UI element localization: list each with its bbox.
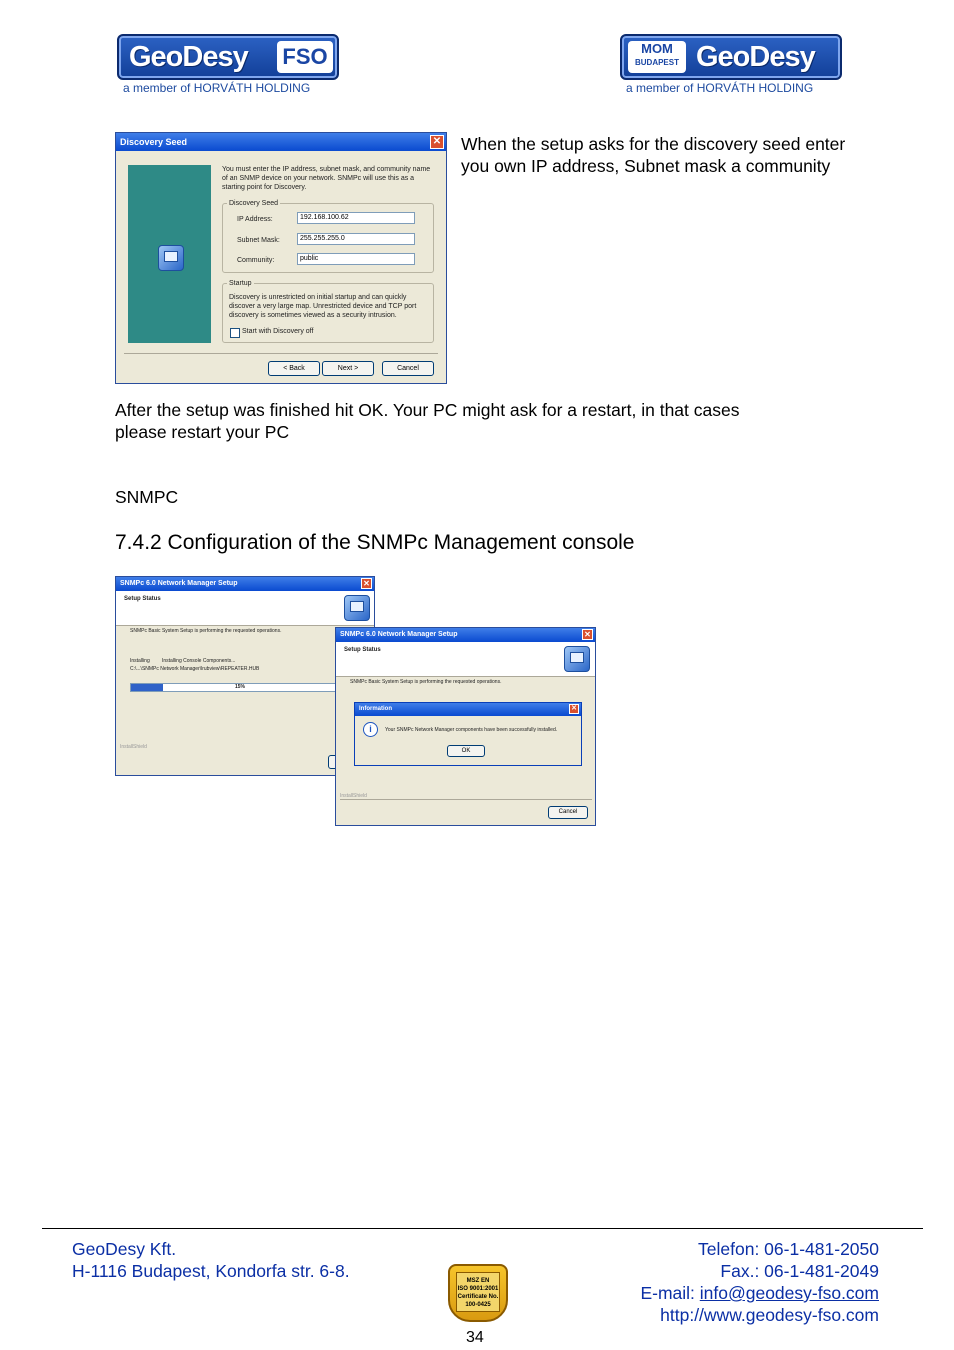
logo-frame — [620, 34, 842, 80]
cert-line: Certificate No. — [457, 1294, 499, 1300]
setup-status-dialog-front — [335, 627, 596, 826]
footer-rule — [42, 1228, 923, 1229]
footer-company: GeoDesy Kft. — [72, 1239, 177, 1259]
footer-website[interactable]: http://www.geodesy-fso.com — [660, 1305, 879, 1325]
info-titlebar: Information — [355, 703, 581, 716]
logo-word: GeoDesy — [696, 41, 815, 73]
installing-label: Installing — [130, 658, 150, 664]
progress-percent: 15% — [235, 684, 246, 690]
email-label: E-mail: — [640, 1283, 700, 1303]
mom-chip-top: MOM — [641, 41, 673, 56]
dialog-titlebar: SNMPc 6.0 Network Manager Setup — [336, 628, 595, 642]
dialog-header — [336, 642, 595, 677]
snmpc-label: SNMPC — [115, 487, 179, 507]
info-icon: i — [363, 722, 378, 737]
discovery-off-checkbox[interactable] — [230, 328, 240, 338]
dialog-titlebar: Discovery Seed — [116, 133, 446, 151]
setup-icon — [344, 595, 370, 621]
info-text: Your SNMPc Network Manager components have been successfully installed. — [385, 727, 558, 733]
setup-status-label: Setup Status — [344, 647, 381, 653]
installshield-label: InstallShield — [340, 793, 367, 799]
installshield-label: InstallShield — [120, 744, 147, 750]
divider — [124, 353, 438, 354]
ip-address-input[interactable]: 192.168.100.62 — [297, 212, 415, 224]
cert-text — [456, 1272, 500, 1312]
logo-frame — [117, 34, 339, 80]
group-label: Discovery Seed — [229, 200, 279, 207]
logo-chip: FSO — [277, 41, 333, 73]
checkbox-label: Start with Discovery off — [242, 328, 314, 335]
section-heading: 7.4.2 Configuration of the SNMPc Management console — [115, 531, 635, 554]
dialog-intro: You must enter the IP address, subnet mask, and community name of an SNMP device on your network. SNMPc will use this as a starting point for Discovery. — [222, 166, 431, 191]
discovery-seed-group — [222, 200, 434, 273]
startup-group — [222, 280, 434, 343]
mask-label: Subnet Mask: — [237, 237, 280, 244]
close-icon[interactable]: ✕ — [582, 629, 593, 640]
cancel-button[interactable]: Cancel — [382, 361, 434, 376]
performing-text: SNMPc Basic System Setup is performing the requested operations. — [350, 679, 502, 685]
performing-text: SNMPc Basic System Setup is performing the requested operations. — [130, 628, 282, 634]
cert-line: MSZ EN — [466, 1278, 490, 1284]
computer-icon — [158, 245, 184, 271]
community-label: Community: — [237, 257, 275, 264]
subnet-mask-input[interactable]: 255.255.255.0 — [297, 233, 415, 245]
footer-address: H-1116 Budapest, Kondorfa str. 6-8. — [72, 1261, 350, 1281]
footer-fax: Fax.: 06-1-481-2049 — [720, 1261, 879, 1281]
back-button[interactable]: < Back — [268, 361, 320, 376]
install-path: C:\...\SNMPc Network Manager\lrubview\REPEATER.HUB — [130, 666, 260, 672]
close-icon[interactable]: ✕ — [361, 578, 372, 589]
progress-fill — [131, 684, 163, 691]
mom-chip — [628, 41, 686, 73]
setup-status-label: Setup Status — [124, 596, 161, 602]
close-icon[interactable]: ✕ — [430, 135, 444, 149]
community-input[interactable]: public — [297, 253, 415, 265]
discovery-seed-dialog — [115, 132, 447, 384]
email-link[interactable]: info@geodesy-fso.com — [699, 1283, 879, 1303]
cert-line: 100-0425 — [465, 1302, 491, 1308]
group-label: Startup — [229, 280, 252, 287]
ip-label: IP Address: — [237, 216, 273, 223]
page-number: 34 — [466, 1329, 484, 1346]
installing-text: Installing Console Components... — [162, 658, 236, 664]
wizard-side-panel — [128, 165, 211, 343]
footer-phone: Telefon: 06-1-481-2050 — [698, 1239, 879, 1259]
dialog-titlebar: SNMPc 6.0 Network Manager Setup — [116, 577, 374, 591]
mom-chip-bottom: BUDAPEST — [634, 58, 679, 67]
ok-button[interactable]: OK — [447, 745, 485, 757]
footer-email — [640, 1282, 879, 1304]
cert-line: ISO 9001:2001 — [457, 1286, 499, 1292]
divider — [340, 799, 592, 800]
information-dialog — [354, 702, 582, 766]
cancel-button[interactable]: Cancel — [548, 806, 588, 819]
setup-icon — [564, 646, 590, 672]
install-progress-bar — [130, 683, 342, 692]
logo-tagline: a member of HORVÁTH HOLDING — [626, 81, 814, 95]
side-note: When the setup asks for the discovery seed enter you own IP address, Subnet mask a community — [461, 134, 846, 176]
logo-word: GeoDesy — [129, 41, 248, 73]
mom-geodesy-logo — [620, 34, 842, 96]
geodesy-fso-logo — [117, 34, 339, 96]
startup-text: Discovery is unrestricted on initial startup and can quickly discover a very large map. Unrestricted device and TCP port discovery is sometimes viewed as a security intrusion. — [229, 294, 417, 319]
dialog-header — [116, 591, 374, 626]
after-setup-line-2: please restart your PC — [115, 422, 290, 442]
logo-tagline: a member of HORVÁTH HOLDING — [123, 81, 311, 95]
after-setup-line-1: After the setup was finished hit OK. Your PC might ask for a restart, in that cases — [115, 400, 740, 420]
iso-certificate-badge — [448, 1264, 508, 1322]
next-button[interactable]: Next > — [322, 361, 374, 376]
close-icon[interactable]: ✕ — [569, 704, 579, 714]
